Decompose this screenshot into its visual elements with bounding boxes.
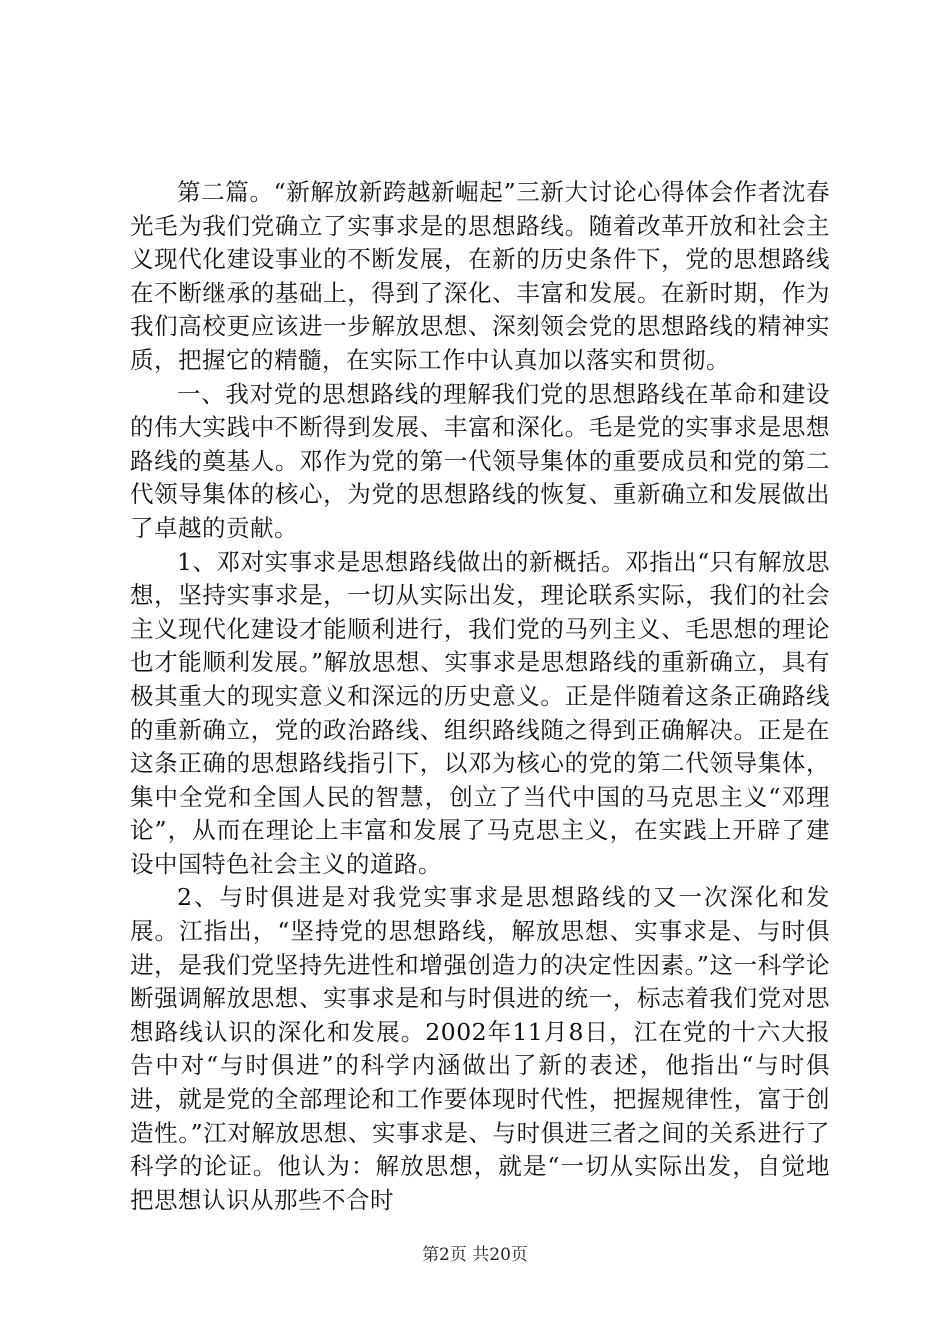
paragraph-2: 一、我对党的思想路线的理解我们党的思想路线在革命和建设的伟大实践中不断得到发展、丰富和深化。毛是党的实事求是思想路线的奠基人。邓作为党的第一代领导集体的重要成员和党的第二代领导集体的核心，为党的思想路线的恢复、重新确立和发展做出了卓越的贡献。 [130,379,830,542]
document-body [130,176,830,1217]
page-number-footer: 第2页 共20页 [422,1245,528,1265]
paragraph-4: 2、与时俱进是对我党实事求是思想路线的又一次深化和发展。江指出，“坚持党的思想路线，解放思想、实事求是、与时俱进，是我们党坚持先进性和增强创造力的决定性因素。”这一科学论断强调解放思想、实事求是和与时俱进的统一，标志着我们党对思想路线认识的深化和发展。2002年11月8日，江在党的十六大报告中对“与时俱进”的科学内涵做出了新的表述，他指出“与时俱进，就是党的全部理论和工作要体现时代性，把握规律性，富于创造性。”江对解放思想、实事求是、与时俱进三者之间的关系进行了科学的论证。他认为：解放思想，就是“一切从实际出发，自觉地把思想认识从那些不合时 [130,883,830,1214]
paragraph-3: 1、邓对实事求是思想路线做出的新概括。邓指出“只有解放思想，坚持实事求是，一切从实际出发，理论联系实际，我们的社会主义现代化建设才能顺利进行，我们党的马列主义、毛思想的理论也才能顺利发展。”解放思想、实事求是思想路线的重新确立，具有极其重大的现实意义和深远的历史意义。正是伴随着这条正确路线的重新确立，党的政治路线、组织路线随之得到正确解决。正是在这条正确的思想路线指引下，以邓为核心的党的第二代领导集体，集中全党和全国人民的智慧，创立了当代中国的马克思主义“邓理论”，从而在理论上丰富和发展了马克思主义，在实践上开辟了建设中国特色社会主义的道路。 [130,547,830,878]
paragraph-1: 第二篇。“新解放新跨越新崛起”三新大讨论心得体会作者沈春光毛为我们党确立了实事求是的思想路线。随着改革开放和社会主义现代化建设事业的不断发展，在新的历史条件下，党的思想路线在不断继承的基础上，得到了深化、丰富和发展。在新时期，作为我们高校更应该进一步解放思想、深刻领会党的思想路线的精神实质，把握它的精髓，在实际工作中认真加以落实和贯彻。 [130,178,830,374]
